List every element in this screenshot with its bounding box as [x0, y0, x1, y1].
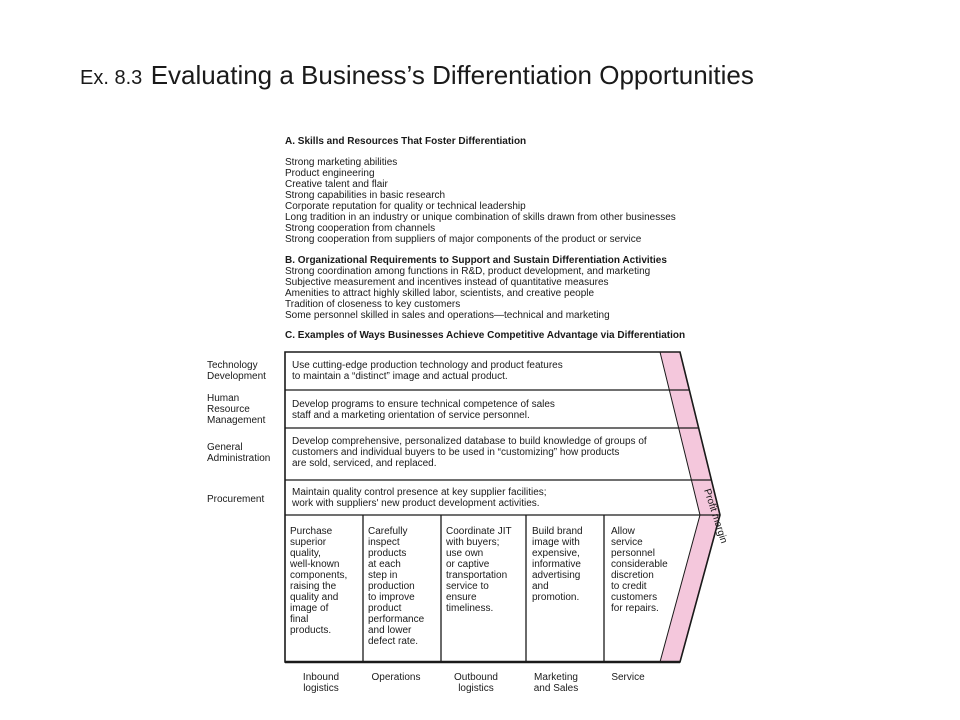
section-c-heading: C. Examples of Ways Businesses Achieve Competitive Advantage via Differentiation [285, 330, 686, 341]
primary-activity-label: Operations [371, 672, 421, 683]
section-b-item: Strong coordination among functions in R&D, product development, and marketing [285, 266, 651, 277]
primary-activity-text: Coordinate JIT with buyers; use own or captive transportation service to ensure timeliness. [446, 526, 512, 614]
exhibit-title: Evaluating a Business’s Differentiation Opportunities [150, 60, 754, 90]
section-a-item: Long tradition in an industry or unique combination of skills drawn from other businesses [285, 212, 676, 223]
exhibit-number: Ex. 8.3 [80, 67, 143, 89]
support-activity-label: Procurement [207, 494, 265, 505]
section-a-heading: A. Skills and Resources That Foster Differentiation [285, 136, 527, 147]
primary-activity-label: Service [611, 672, 645, 683]
primary-activity-label: Inbound logistics [302, 672, 340, 694]
section-a-item: Creative talent and flair [285, 179, 388, 190]
section-b-item: Subjective measurement and incentives instead of quantitative measures [285, 277, 609, 288]
section-b-item: Some personnel skilled in sales and operations—technical and marketing [285, 310, 610, 321]
section-a-item: Strong marketing abilities [285, 157, 398, 168]
section-b-item: Amenities to attract highly skilled labor, scientists, and creative people [285, 288, 595, 299]
primary-activity-text: Allow service personnel considerable discretion to credit customers for repairs. [611, 526, 668, 614]
primary-activity-text: Purchase superior quality, well-known components, raising the quality and image of final products. [290, 526, 348, 636]
support-activity-label: General Administration [207, 442, 271, 464]
section-a-item: Strong cooperation from channels [285, 223, 436, 234]
support-activity-label: Technology Development [207, 360, 266, 382]
support-activity-label: Human Resource Management [207, 393, 266, 426]
support-activity-text: Use cutting-edge production technology and product features to maintain a “distinct” image and actual product. [292, 360, 563, 382]
section-a-item: Corporate reputation for quality or technical leadership [285, 201, 526, 212]
section-b-item: Tradition of closeness to key customers [285, 299, 461, 310]
primary-activity-text: Carefully inspect products at each step in production to improve product performance and lower defect rate. [368, 526, 425, 647]
primary-activity-label: Marketing and Sales [533, 672, 579, 694]
section-a-item: Strong capabilities in basic research [285, 190, 446, 201]
support-activity-text: Maintain quality control presence at key supplier facilities; work with suppliers' new product development activities. [292, 487, 547, 509]
section-a-item: Strong cooperation from suppliers of major components of the product or service [285, 234, 642, 245]
primary-activity-text: Build brand image with expensive, informative advertising and promotion. [532, 526, 583, 603]
profit-margin-label: Profit margin [701, 487, 730, 545]
section-a-item: Product engineering [285, 168, 375, 179]
primary-activity-label: Outbound logistics [454, 672, 498, 694]
support-activity-text: Develop comprehensive, personalized database to build knowledge of groups of customers and individual buyers to be used in “customizing” how products are sold, serviced, and replaced. [292, 436, 647, 469]
section-b-heading: B. Organizational Requirements to Support and Sustain Differentiation Activities [285, 255, 667, 266]
support-activity-text: Develop programs to ensure technical competence of sales staff and a marketing orientation of service personnel. [292, 399, 555, 421]
